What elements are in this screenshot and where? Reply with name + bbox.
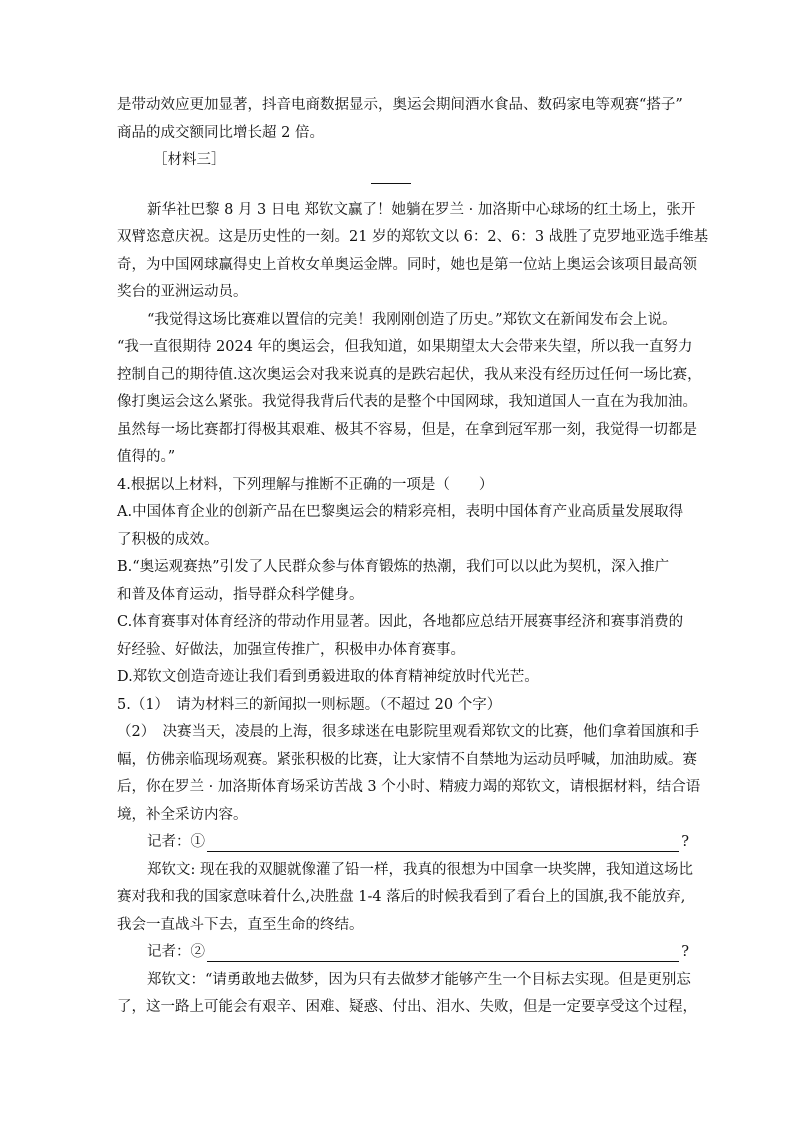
question-mark-2: ? [681,944,689,960]
news-title-blank [371,183,411,184]
news-line: 新华社巴黎 8 月 3 日电 郑钦文赢了！她躺在罗兰 · 加洛斯中心球场的红土场上，张开 [147,201,696,218]
answer-line: 了，这一路上可能会有艰辛、困难、疑惑、付出、泪水、失败，但是一定要享受这个过程， [117,999,697,1015]
question-5-part2: （2） 决赛当天，凌晨的上海，很多球迷在电影院里观看郑钦文的比赛，他们拿着国旗和手 [117,724,699,740]
news-line: 奇，为中国网球赢得史上首枚女单奥运金牌。同时，她也是第一位站上奥运会该项目最高领 [117,256,697,273]
news-title-blank-row [117,175,689,197]
option-a: A.中国体育企业的创新产品在巴黎奥运会的精彩亮相，表明中国体育产业高质量发展取得 [117,504,684,520]
reporter-label-1: 记者：① [147,834,205,850]
question-5-part2-cont: 幅，仿佛亲临现场观赛。紧张积极的比赛，让大家情不自禁地为运动员呼喊，加油助威。赛 [117,751,697,768]
quote-line: 虽然每一场比赛都打得极其艰难、极其不容易，但是，在拿到冠军那一刻，我觉得一切都是 [117,421,697,438]
quote-line: “我一直很期待 2024 年的奥运会，但我知道，如果期望太大会带来失望，所以我一直努力 [117,339,693,355]
option-a-cont: 了积极的成效。 [117,531,219,548]
material-three-heading: ［材料三］ [153,152,226,168]
option-d: D.郑钦文创造奇迹让我们看到勇毅进取的体育精神绽放时代光芒。 [117,669,539,685]
answer-blank-2[interactable] [207,944,679,962]
document-body [117,92,709,1022]
quote-line: “我觉得这场比赛难以置信的完美！我刚刚创造了历史。”郑钦文在新闻发布会上说。 [147,311,677,328]
option-c-cont: 好经验、好做法，加强宣传推广，积极申办体育赛事。 [117,641,465,658]
reporter-label-2: 记者：② [147,944,205,960]
answer-line: 赛对我和我的国家意味着什么,决胜盘 1-4 落后的时候我看到了看台上的国旗,我不能放弃, [117,889,686,905]
answer-line: 郑钦文: 现在我的双腿就像灌了铅一样，我真的很想为中国拿一块奖牌，我知道这场比 [147,861,693,878]
question-4-stem: 4.根据以上材料，下列理解与推断不正确的一项是（ ） [117,476,494,493]
reporter-question-1-row [117,829,689,857]
answer-blank-1[interactable] [207,834,679,852]
answer-line: 郑钦文：“请勇敢地去做梦，因为只有去做梦才能够产生一个目标去实现。但是更别忘 [147,971,691,988]
option-b: B.“奥运观赛热”引发了人民群众参与体育锻炼的热潮，我们可以以此为契机，深入推广 [117,559,670,575]
option-b-cont: 和普及体育运动，指导群众科学健身。 [117,586,364,603]
question-5-part2-cont: 后，你在罗兰 · 加洛斯体育场采访苦战 3 个小时、精疲力竭的郑钦文，请根据材料，结合语 [117,779,701,795]
quote-line: 像打奥运会这么紧张。我觉得我背后代表的是整个中国网球，我知道国人一直在为我加油。 [117,394,697,410]
paragraph-line: 是带动效应更加显著，抖音电商数据显示，奥运会期间酒水食品、数码家电等观赛“搭子” [117,97,683,113]
option-c: C.体育赛事对体育经济的带动作用显著。因此，各地都应总结开展赛事经济和赛事消费的 [117,614,684,630]
paragraph-line: 商品的成交额同比增长超 2 倍。 [117,124,324,141]
news-line: 双臂恣意庆祝。这是历史性的一刻。21 岁的郑钦文以 6：2、6：3 战胜了克罗地亚选手维基 [117,229,709,245]
reporter-question-2-row [117,939,689,967]
question-mark-1: ? [681,834,689,850]
news-line: 奖台的亚洲运动员。 [117,284,248,300]
quote-line: 值得的。” [117,449,176,465]
question-5-part2-cont: 境，补全采访内容。 [117,806,248,823]
answer-line: 我会一直战斗下去，直至生命的终结。 [117,916,364,933]
question-5-part1: 5.（1） 请为材料三的新闻拟一则标题。（不超过 20 个字） [117,696,502,713]
quote-line: 控制自己的期待值.这次奥运会对我来说真的是跌宕起伏，我从来没有经历过任何一场比赛， [117,366,702,383]
